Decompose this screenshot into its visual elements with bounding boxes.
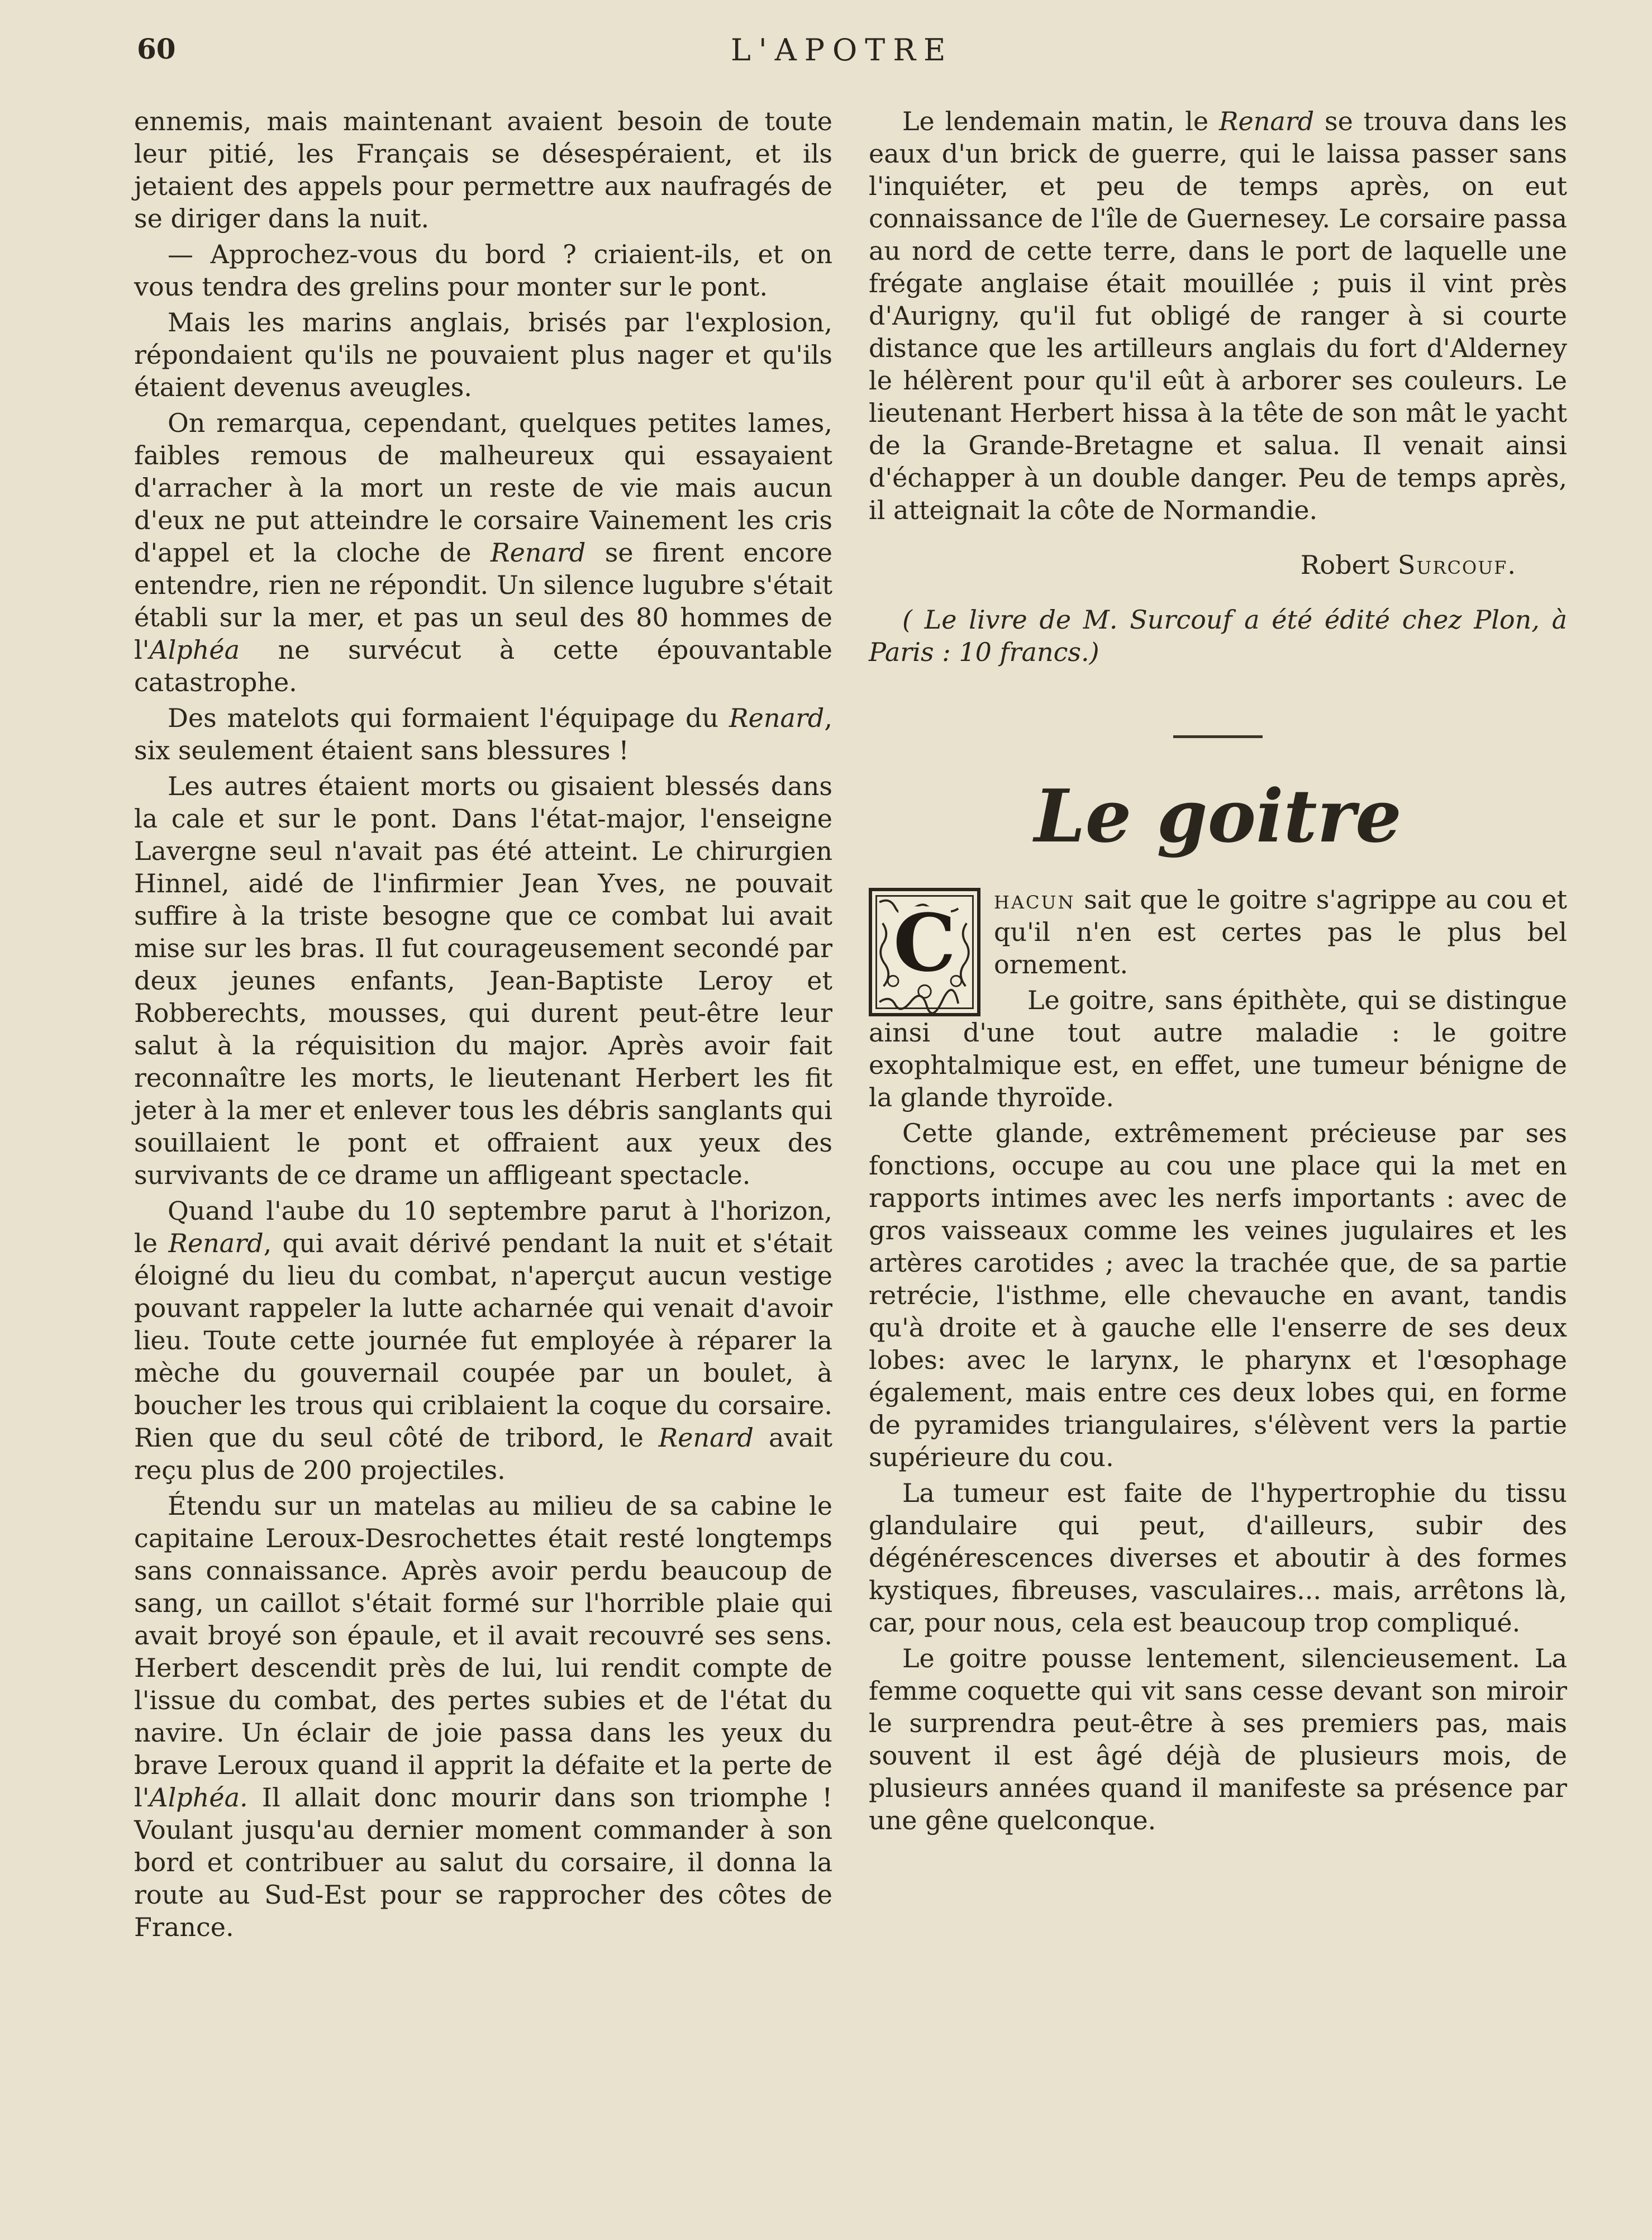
left-column	[134, 105, 832, 1947]
author-first-name: Robert	[1300, 550, 1398, 580]
paragraph	[134, 1195, 832, 1486]
ornament-icon	[872, 891, 977, 1013]
paragraph: Mais les marins anglais, brisés par l'explosion, répondaient qu'ils ne pouvaient plus nager et qu'ils étaient devenus aveugles.	[134, 307, 832, 402]
lead-word: hacun	[994, 884, 1075, 915]
running-title: L'APOTRE	[731, 32, 954, 68]
text-run: avait reçu plus de 200 projectiles.	[134, 1423, 833, 1485]
text-run: On remarqua, cependant, quelques petites lames, faibles remous de malheureux qui essayaient d'arracher à la mort un reste de vie mais aucun d'eux ne put atteindre le corsaire Vainement les cris d'appel et la cloche de	[134, 408, 832, 568]
dropcap-letter: C	[893, 897, 956, 990]
text-run: , six seulement étaient sans blessures !	[134, 703, 832, 765]
ship-name: Renard	[729, 703, 825, 733]
text-run: Il allait donc mourir dans son triomphe ! Voulant jusqu'au dernier moment commander à son bord et contribuer au salut du corsaire, il donna la route au Sud-Est pour se rapprocher des côtes de France.	[134, 1782, 832, 1942]
paragraph	[134, 702, 832, 767]
ship-name: Alphéa.	[149, 1782, 248, 1813]
ship-name: Renard	[1218, 106, 1315, 136]
text-run: Étendu sur un matelas au milieu de sa cabine le capitaine Leroux-Desrochettes était resté longtemps sans connaissance. Après avoir perdu beaucoup de sang, un caillot s'était formé sur l'horrible plaie qui avait broyé son épaule, et il avait recouvré ses sens. Herbert descendit près de lui, lui rendit compte de l'issue du combat, des pertes subies et de l'état du navire. Un éclair de joie passa dans les yeux du brave Leroux quand il apprit la défaite et la perte de l'	[134, 1491, 832, 1813]
text-run: ne survécut à cette épouvantable catastrophe.	[134, 635, 832, 697]
text-run: se firent encore entendre, rien ne répondit. Un silence lugubre s'était établi sur la mer, et pas un seul des 80 hommes de l'	[134, 538, 833, 665]
paragraph: Cette glande, extrêmement précieuse par ses fonctions, occupe au cou une place qui la met en rapports intimes avec les nerfs importants : avec de gros vaisseaux comme les veines jugulaires et les artères carotides ; avec la trachée que, de sa partie retrécie, l'isthme, elle chevauche en avant, tandis qu'à droite et à gauche elle l'enserre de ses deux lobes: avec le larynx, le pharynx et l'œsophage également, mais entre ces deux lobes qui, en forme de pyramides triangulaires, s'élèvent vers la partie supérieure du cou.	[869, 1118, 1567, 1472]
paragraph: La tumeur est faite de l'hypertrophie du tissu glandulaire qui peut, d'ailleurs, subir des dégénérescences diverses et aboutir à des formes kystiques, fibreuses, vasculaires... mais, arrêtons là, car, pour nous, cela est beaucoup trop compliqué.	[869, 1478, 1567, 1638]
paragraph: Le goitre, sans épithète, qui se distingue ainsi d'une tout autre maladie : le goitre exophtalmique est, en effet, une tumeur bénigne de la glande thyroïde.	[869, 985, 1567, 1112]
paragraph: Le goitre pousse lentement, silencieusement. La femme coquette qui vit sans cesse devant son miroir le surprendra peut-être à ses premiers pas, mais souvent il est âgé déjà de plusieurs mois, de plusieurs années quand il manifeste sa présence par une gêne quelconque.	[869, 1643, 1567, 1835]
page-number: 60	[137, 32, 176, 65]
paragraph	[134, 1490, 832, 1943]
text-run: Le lendemain matin, le	[902, 106, 1219, 136]
ornamental-initial	[869, 888, 980, 1016]
right-column	[869, 105, 1567, 1840]
text-run: sait que le goitre s'agrippe au cou et qu'il n'en est certes pas le plus bel ornement.	[994, 884, 1567, 979]
text-run: Quand l'aube du 10 septembre parut à l'horizon, le	[134, 1196, 832, 1258]
author-signature	[869, 549, 1517, 581]
author-last-name: Surcouf.	[1397, 550, 1517, 580]
article-headline: Le goitre	[1034, 773, 1402, 859]
paragraph	[869, 883, 1567, 990]
ship-name: Alphéa	[149, 635, 240, 665]
paragraph: — Approchez-vous du bord ? criaient-ils, et on vous tendra des grelins pour monter sur le pont.	[134, 239, 832, 302]
text-run: Des matelots qui formaient l'équipage du	[168, 703, 730, 733]
paragraph: Les autres étaient morts ou gisaient blessés dans la cale et sur le pont. Dans l'état-major, l'enseigne Lavergne seul n'avait pas été atteint. Le chirurgien Hinnel, aidé de l'infirmier Jean Yves, ne pouvait suffire à la triste besogne que ce combat lui avait mise sur les bras. Il fut courageusement secondé par deux jeunes enfants, Jean-Baptiste Leroy et Robberechts, mousses, qui durent peut-être leur salut à la réquisition du major. Après avoir fait reconnaître les morts, le lieutenant Herbert les fit jeter à la mer et enlever tous les débris sanglants qui souillaient le pont et offraient aux yeux des survivants de ce drame un affligeant spectacle.	[134, 771, 832, 1190]
paragraph: ennemis, mais maintenant avaient besoin de toute leur pitié, les Français se désespéraient, et ils jetaient des appels pour permettre aux naufragés de se diriger dans la nuit.	[134, 106, 832, 234]
publisher-note: ( Le livre de M. Surcouf a été édité chez Plon, à Paris : 10 francs.)	[869, 605, 1567, 667]
text-run: se trouva dans les eaux d'un brick de guerre, qui le laissa passer sans l'inquiéter, et peu de temps après, on eut connaissance de l'île de Guernesey. Le corsaire passa au nord de cette terre, dans le port de laquelle une frégate anglaise était mouillée ; puis il vint près d'Aurigny, qu'il fut obligé de ranger à si courte distance que les artilleurs anglais du fort d'Alderney le hélèrent pour qu'il eût à arborer ses couleurs. Le lieutenant Herbert hissa à la tête de son mât le yacht de la Grande-Bretagne et salua. Il venait ainsi d'échapper à un double danger. Peu de temps après, il atteignait la côte de Normandie.	[869, 106, 1567, 525]
ship-name: Renard	[168, 1228, 264, 1258]
ship-name: Renard	[490, 538, 586, 568]
paragraph	[134, 407, 832, 698]
paragraph	[869, 105, 1567, 526]
text-run: , qui avait dérivé pendant la nuit et s'était éloigné du lieu du combat, n'aperçut aucun vestige pouvant rappeler la lutte acharnée qui venait d'avoir lieu. Toute cette journée fut employée à réparer la mèche du gouvernail coupée par un boulet, à boucher les trous qui criblaient la coque du corsaire. Rien que du seul côté de tribord, le	[134, 1228, 832, 1453]
ship-name: Renard	[658, 1423, 754, 1453]
section-divider	[1173, 735, 1263, 738]
